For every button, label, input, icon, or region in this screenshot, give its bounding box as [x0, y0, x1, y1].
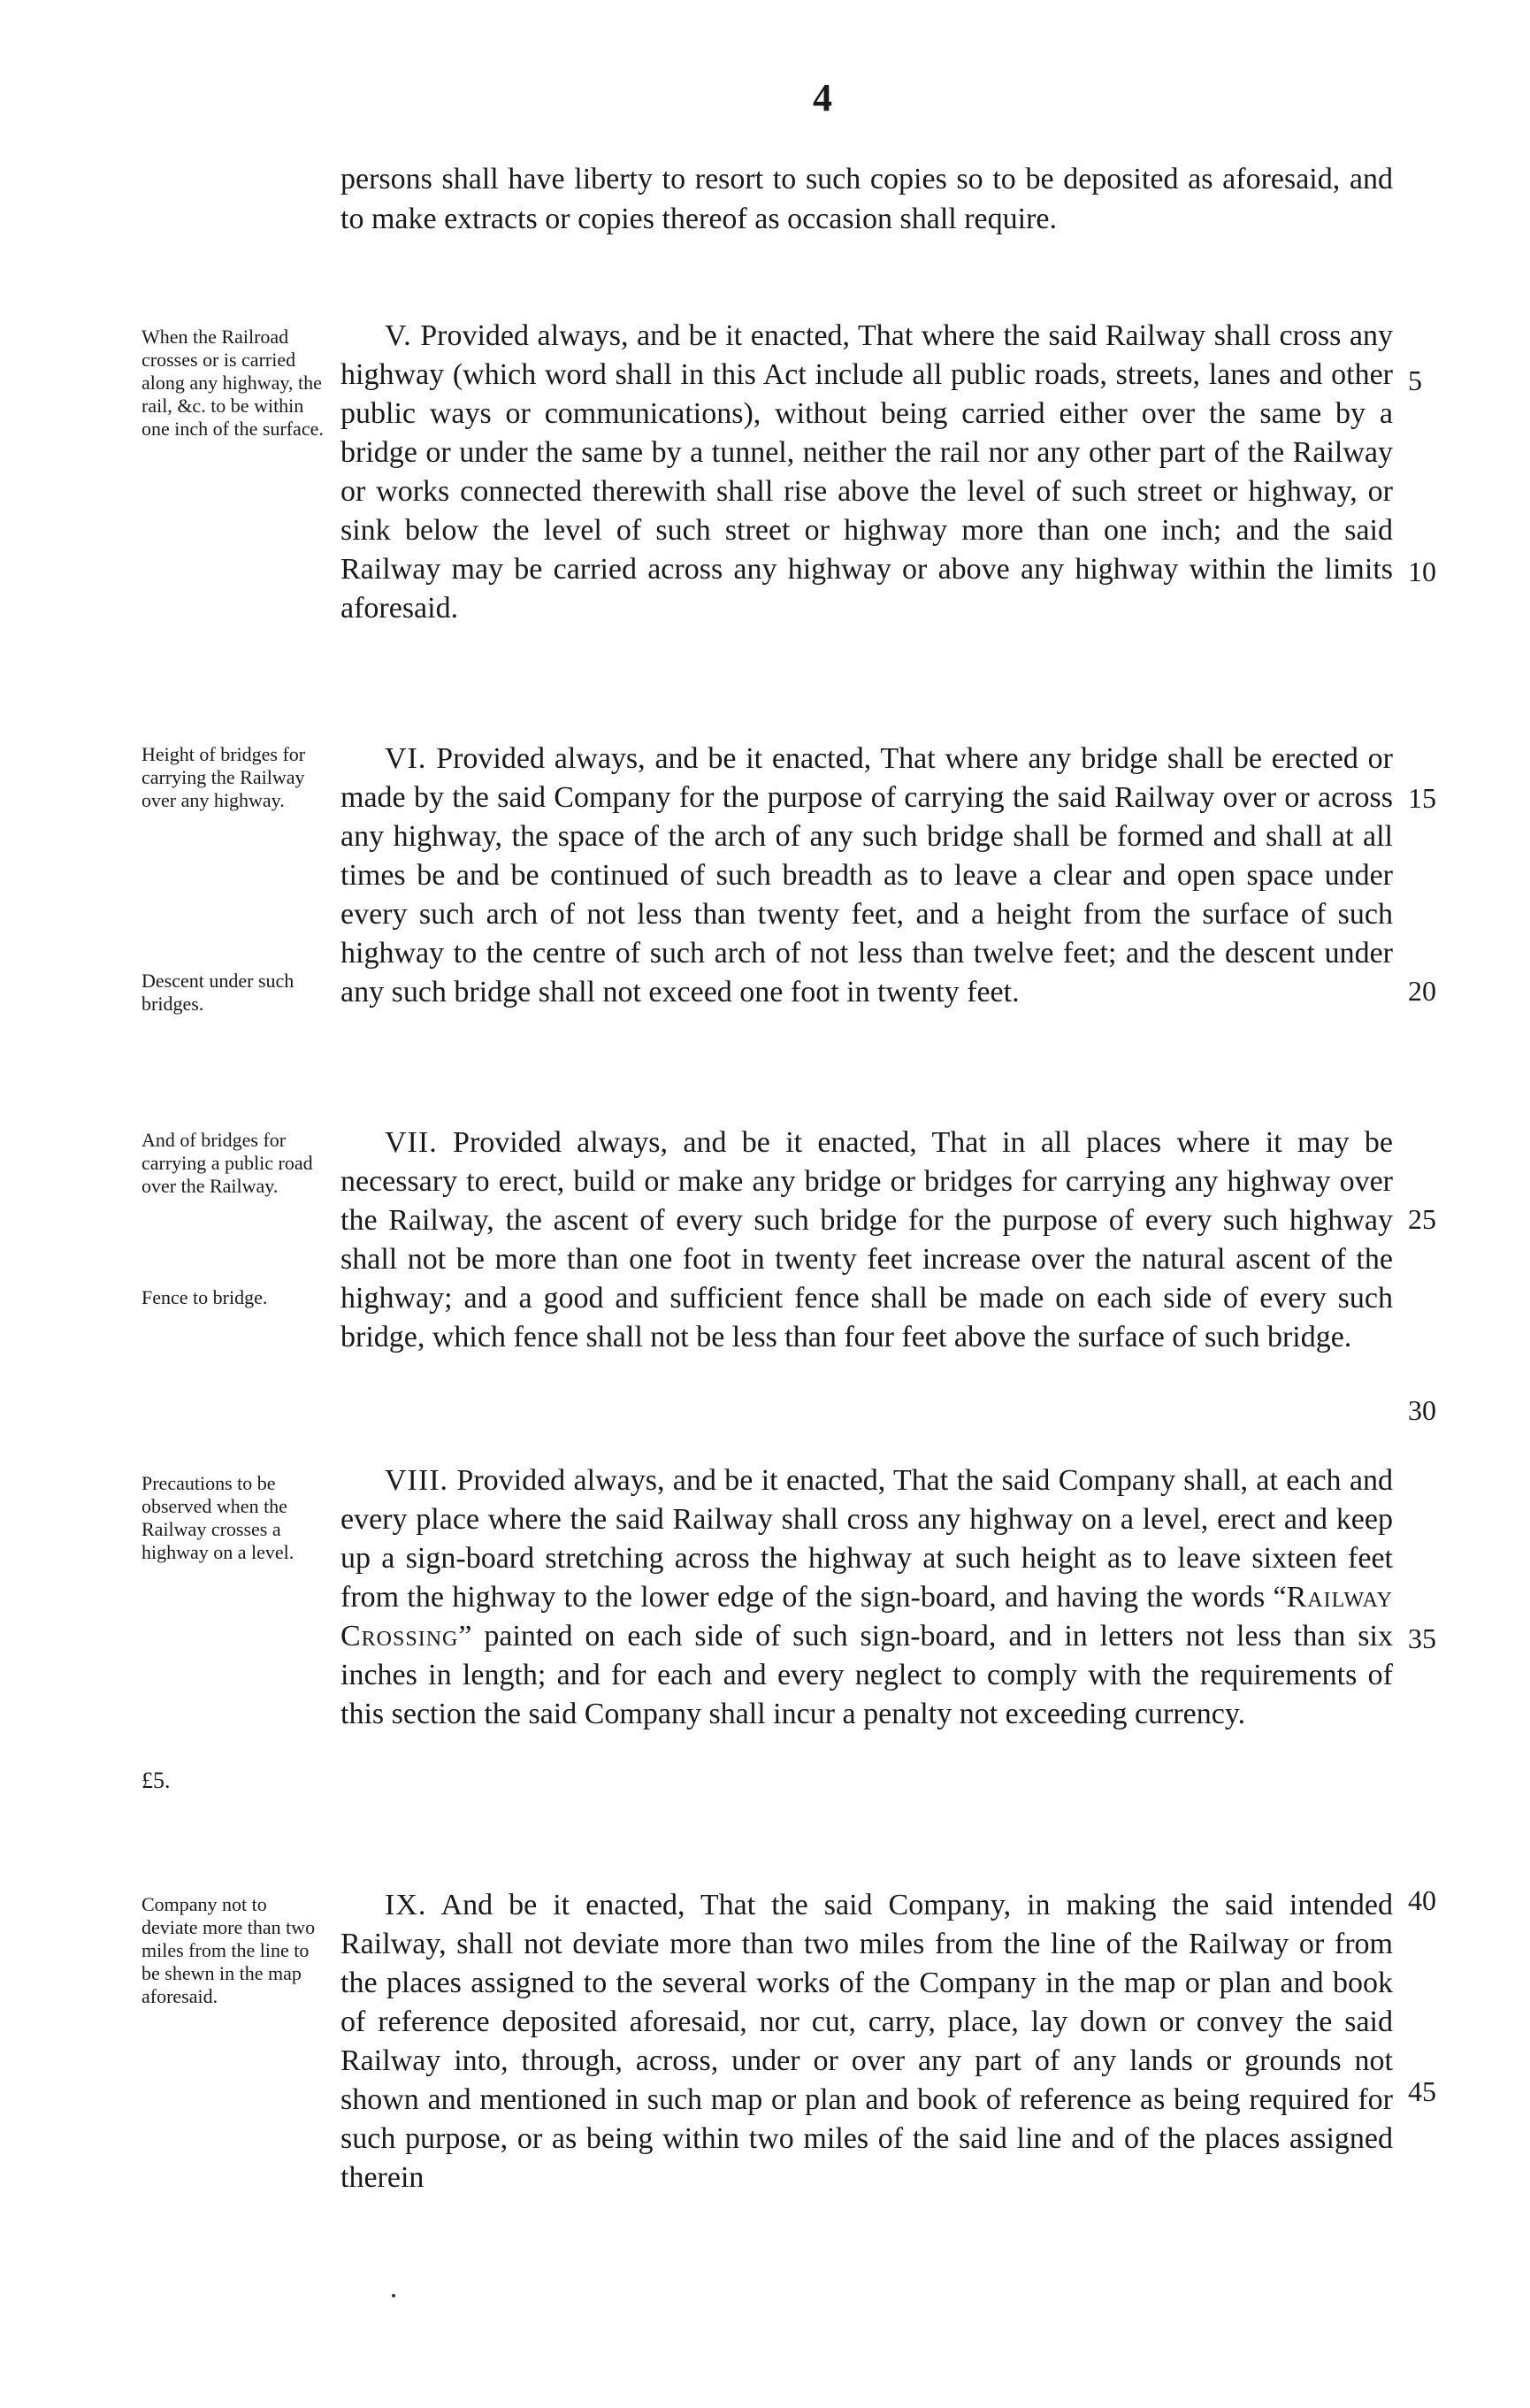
intro-paragraph: persons shall have liberty to resort to such copies so to be deposited as aforesaid, and to make extracts or copies thereof as occasion shall require.: [340, 163, 1393, 235]
page-number: 4: [813, 76, 832, 119]
section-text: Provided always, and be it enacted, That where any bridge shall be erected or made by the said Company for the purpose of carrying the said Railway over or across any highway, the space of the arch of any such bridge shall be formed and shall at all times be and be continued of such breadth as to leave a clear and open space under every such arch of not less than twenty feet, and a height from the surface of such highway to the centre of such arch of not less than twelve feet; and the descent under any such bridge shall not exceed one foot in twenty feet.: [340, 742, 1393, 1008]
line-number: 35: [1408, 1622, 1436, 1654]
section-numeral: VIII.: [385, 1464, 449, 1497]
margin-note-precautions: Precautions to be observed when the Railway crosses a highway on a level.: [142, 1472, 295, 1563]
section-ix: [340, 1886, 1393, 2197]
margin-note-fence: Fence to bridge.: [142, 1286, 268, 1308]
railway-crossing-words: Railway Crossing: [340, 1581, 1393, 1653]
section-numeral: V.: [385, 319, 412, 352]
margin-note-deviation: Company not to deviate more than two miles from the line to be shewn in the map aforesaid.: [142, 1893, 316, 2007]
line-number: 25: [1408, 1203, 1436, 1235]
section-text: Provided always, and be it enacted, That where the said Railway shall cross any highway (which word shall in this Act include all public roads, streets, lanes and other public ways or communications), without being carried either over the same by a bridge or under the same by a tunnel, neither the rail nor any other part of the Railway or works connected therewith shall rise above the level of such street or highway, or sink below the level of such street or highway more than one inch; and the said Railway may be carried across any highway or above any highway within the limits aforesaid.: [340, 319, 1394, 625]
margin-note-railroad-crossing: When the Railroad crosses or is carried along any highway, the rail, &c. to be within one inch of the surface.: [142, 326, 324, 440]
line-number: 40: [1408, 1884, 1436, 1916]
section-numeral: IX.: [385, 1889, 427, 1921]
margin-note-bridge-height: Height of bridges for carrying the Railway over any highway.: [142, 743, 306, 811]
margin-note-descent: Descent under such bridges.: [142, 970, 295, 1015]
section-v: [340, 317, 1393, 628]
margin-note-penalty: £5.: [142, 1768, 171, 1793]
section-vi: [340, 740, 1393, 1012]
line-number: 20: [1408, 975, 1436, 1007]
line-number: 45: [1408, 2075, 1436, 2107]
section-text-before: Provided always, and be it enacted, That the said Company shall, at each and every place where the said Railway shall cross any highway on a level, erect and keep up a sign-board stretching across the highway at such height as to leave sixteen feet from the highway to the lower edge of the sign-board, and having the words “: [340, 1464, 1393, 1614]
line-number: 10: [1408, 556, 1436, 587]
section-viii: [340, 1461, 1393, 1734]
section-text: Provided always, and be it enacted, That in all places where it may be necessary to erect, build or make any bridge or bridges for carrying any highway over the Railway, the ascent of every such bridge for the purpose of every such highway shall not be more than one foot in twenty feet increase over the natural ascent of the highway; and a good and sufficient fence shall be made on each side of every such bridge, which fence shall not be less than four feet above the surface of such bridge.: [340, 1126, 1393, 1354]
section-text-after: ” painted on each side of such sign-board, and in letters not less than six inches in length; and for each and every neglect to comply with the requirements of this section the said Company shall incur a penalty not exceeding currency.: [340, 1620, 1393, 1730]
line-number: 30: [1408, 1394, 1436, 1426]
line-number: 15: [1408, 782, 1436, 814]
margin-note-road-bridges: And of bridges for carrying a public road over the Railway.: [142, 1129, 313, 1197]
section-numeral: VI.: [385, 742, 427, 775]
section-text: And be it enacted, That the said Company, in making the said intended Railway, shall not deviate more than two miles from the line of the Railway or from the places assigned to the several works of the Company in the map or plan and book of reference deposited aforesaid, nor cut, carry, place, lay down or convey the said Railway into, through, across, under or over any part of any lands or grounds not shown and mentioned in such map or plan and book of reference as being required for such purpose, or as being within two miles of the said line and of the places assigned therein: [340, 1889, 1393, 2194]
line-number: 5: [1408, 364, 1422, 396]
stray-mark: [392, 2294, 395, 2297]
section-numeral: VII.: [385, 1126, 438, 1159]
section-vii: [340, 1123, 1393, 1357]
